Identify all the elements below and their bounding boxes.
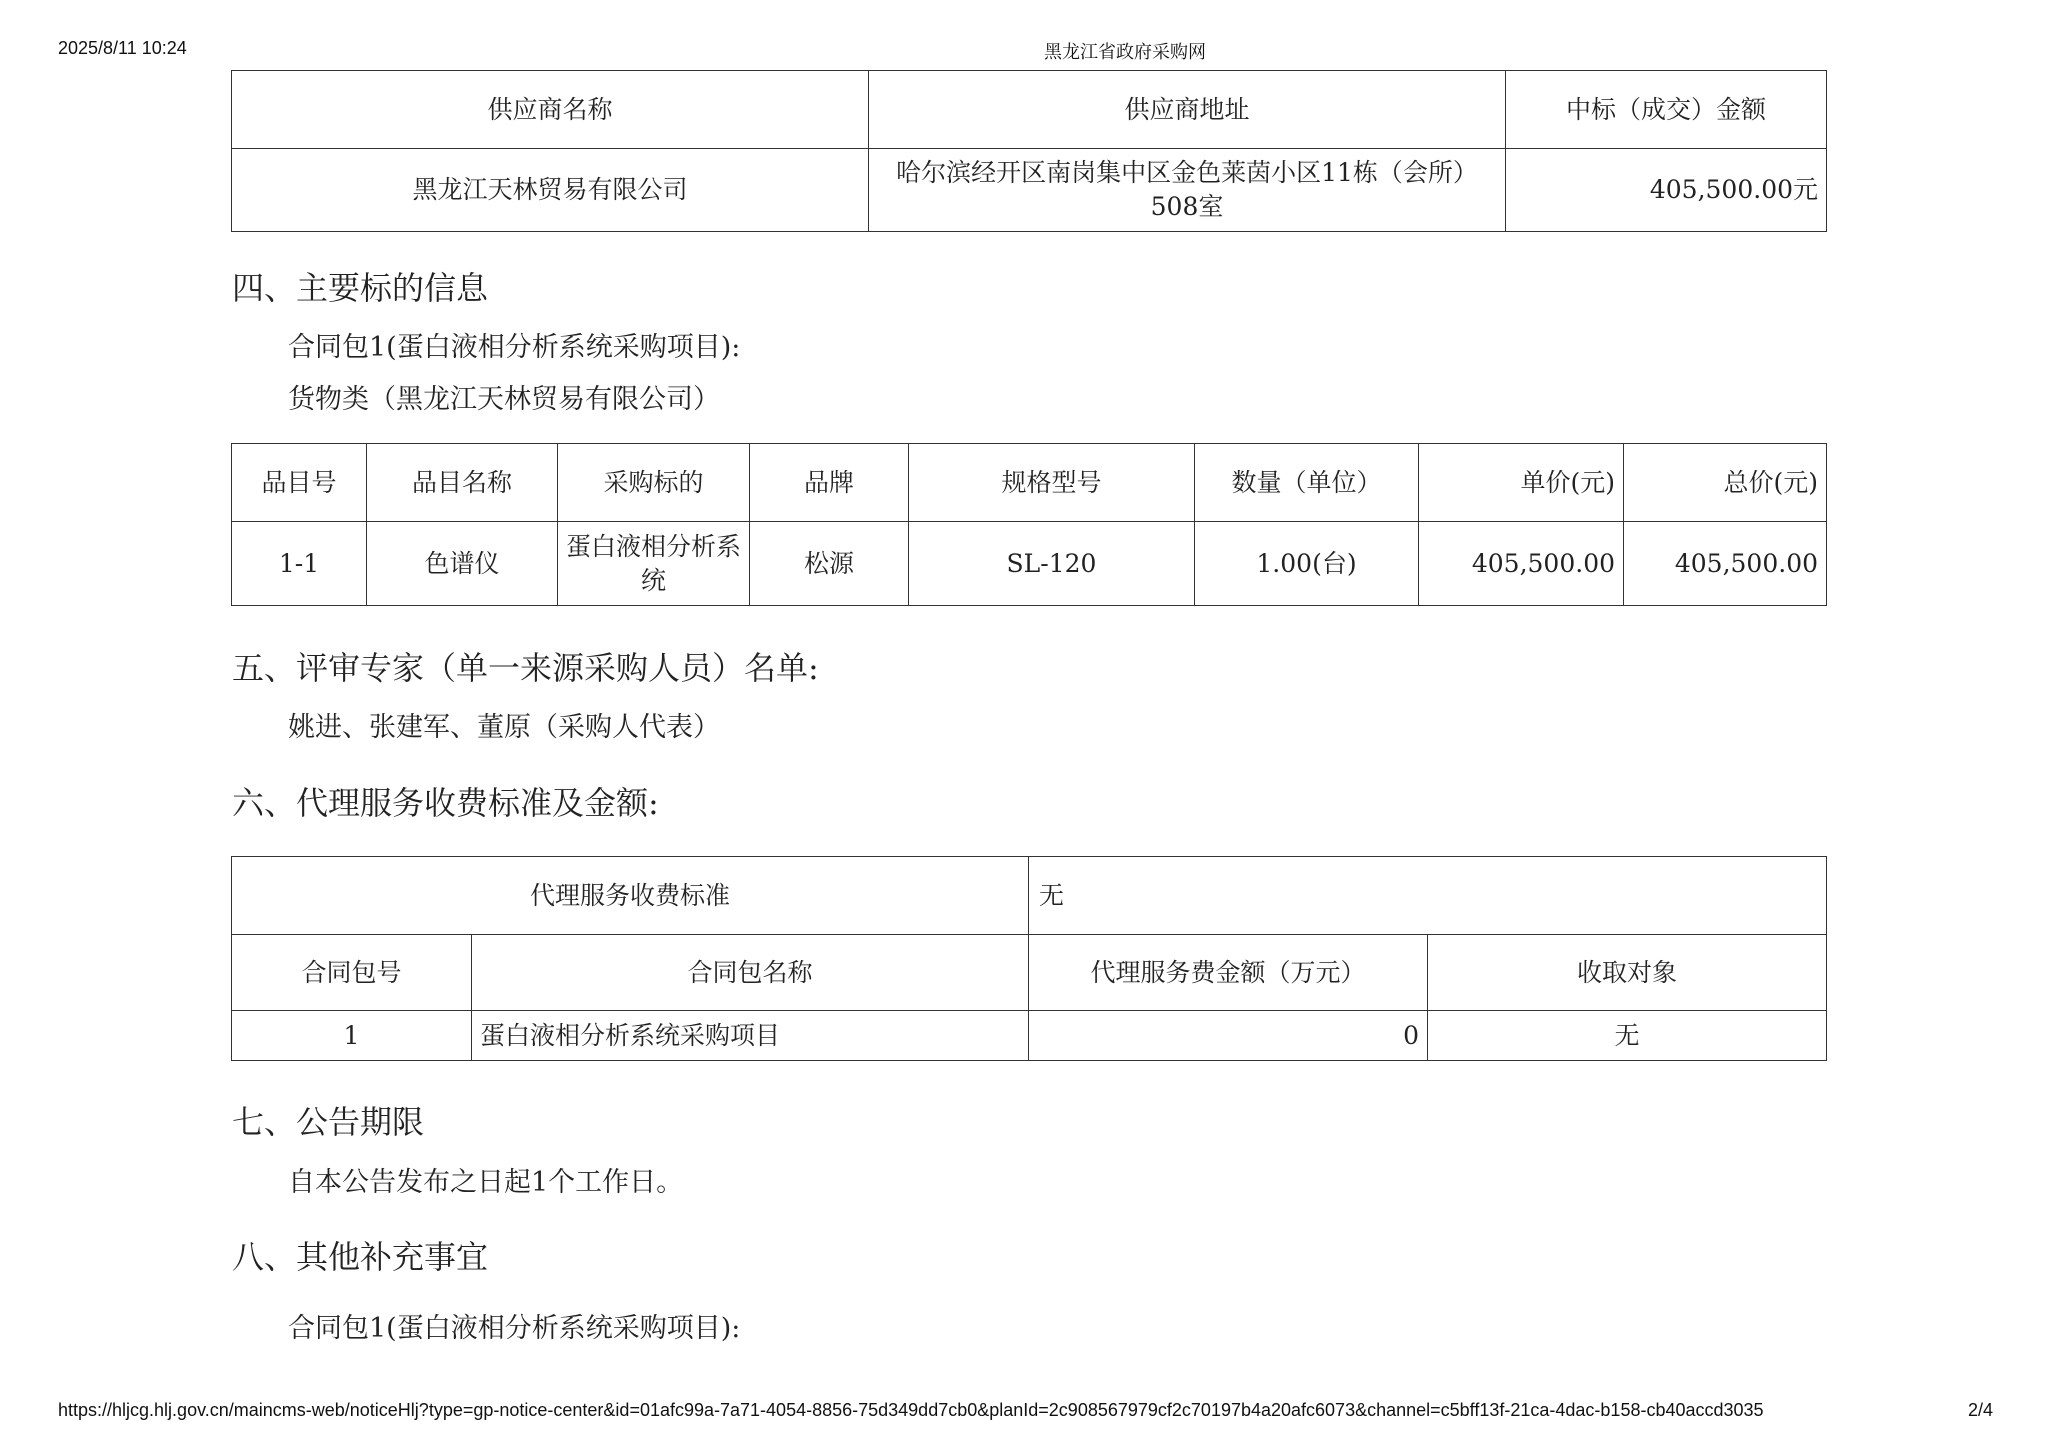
header-unit-price: 单价(元) <box>1419 444 1624 522</box>
section-4-title: 四、主要标的信息 <box>232 269 489 307</box>
experts-list: 姚进、张建军、董原（采购人代表） <box>288 712 720 743</box>
package-line: 合同包1(蛋白液相分析系统采购项目): <box>288 332 741 363</box>
table-row <box>232 522 1827 606</box>
print-datetime: 2025/8/11 10:24 <box>58 38 187 58</box>
award-amount: 405,500.00元 <box>1506 149 1827 232</box>
item-no: 1-1 <box>232 522 367 606</box>
section-5-title: 五、评审专家（单一来源采购人员）名单: <box>232 649 819 687</box>
header-award-amount: 中标（成交）金额 <box>1506 71 1827 149</box>
package-name: 蛋白液相分析系统采购项目 <box>472 1011 1029 1061</box>
package-no: 1 <box>232 1011 472 1061</box>
page-number: 2/4 <box>1968 1400 1994 1420</box>
header-total-price: 总价(元) <box>1624 444 1827 522</box>
header-item-name: 品目名称 <box>367 444 558 522</box>
table-header-row <box>232 71 1827 149</box>
notice-period-text: 自本公告发布之日起1个工作日。 <box>288 1167 684 1198</box>
site-title: 黑龙江省政府采购网 <box>1044 42 1206 62</box>
header-quantity: 数量（单位） <box>1195 444 1419 522</box>
table-header-row <box>232 444 1827 522</box>
supplementary-text: 合同包1(蛋白液相分析系统采购项目): <box>288 1313 741 1344</box>
supplier-table <box>231 70 1827 232</box>
fee-payer: 无 <box>1428 1011 1827 1061</box>
fee-standard-value: 无 <box>1029 857 1827 935</box>
fee-standard-label: 代理服务收费标准 <box>232 857 1029 935</box>
header-supplier-name: 供应商名称 <box>232 71 869 149</box>
header-package-name: 合同包名称 <box>472 935 1029 1011</box>
items-table <box>231 443 1827 606</box>
supplier-name: 黑龙江天林贸易有限公司 <box>232 149 869 232</box>
fee-table <box>231 856 1827 1061</box>
section-6-title: 六、代理服务收费标准及金额: <box>232 784 659 822</box>
section-7-title: 七、公告期限 <box>232 1103 425 1141</box>
quantity: 1.00(台) <box>1195 522 1419 606</box>
section-8-title: 八、其他补充事宜 <box>232 1238 489 1276</box>
header-brand: 品牌 <box>750 444 909 522</box>
table-row <box>232 1011 1827 1061</box>
header-fee-payer: 收取对象 <box>1428 935 1827 1011</box>
header-model: 规格型号 <box>909 444 1195 522</box>
item-name: 色谱仪 <box>367 522 558 606</box>
category-line: 货物类（黑龙江天林贸易有限公司） <box>288 384 720 415</box>
header-item-no: 品目号 <box>232 444 367 522</box>
procurement-object: 蛋白液相分析系统 <box>558 522 750 606</box>
table-row <box>232 149 1827 232</box>
brand: 松源 <box>750 522 909 606</box>
fee-amount: 0 <box>1029 1011 1428 1061</box>
header-package-no: 合同包号 <box>232 935 472 1011</box>
unit-price: 405,500.00 <box>1419 522 1624 606</box>
fee-standard-row <box>232 857 1827 935</box>
header-procurement-object: 采购标的 <box>558 444 750 522</box>
supplier-address: 哈尔滨经开区南岗集中区金色莱茵小区11栋（会所）508室 <box>869 149 1506 232</box>
header-supplier-address: 供应商地址 <box>869 71 1506 149</box>
table-header-row <box>232 935 1827 1011</box>
total-price: 405,500.00 <box>1624 522 1827 606</box>
model: SL-120 <box>909 522 1195 606</box>
header-fee-amount: 代理服务费金额（万元） <box>1029 935 1428 1011</box>
page-url: https://hljcg.hlj.gov.cn/maincms-web/noticeHlj?type=gp-notice-center&id=01afc99a-7a71-4054-8856-75d349dd7cb0&planId=2c908567979cf2c70197b4a20afc6073&channel=c5bff13f-21ca-4dac-b158-cb40accd3035 <box>58 1400 1764 1420</box>
